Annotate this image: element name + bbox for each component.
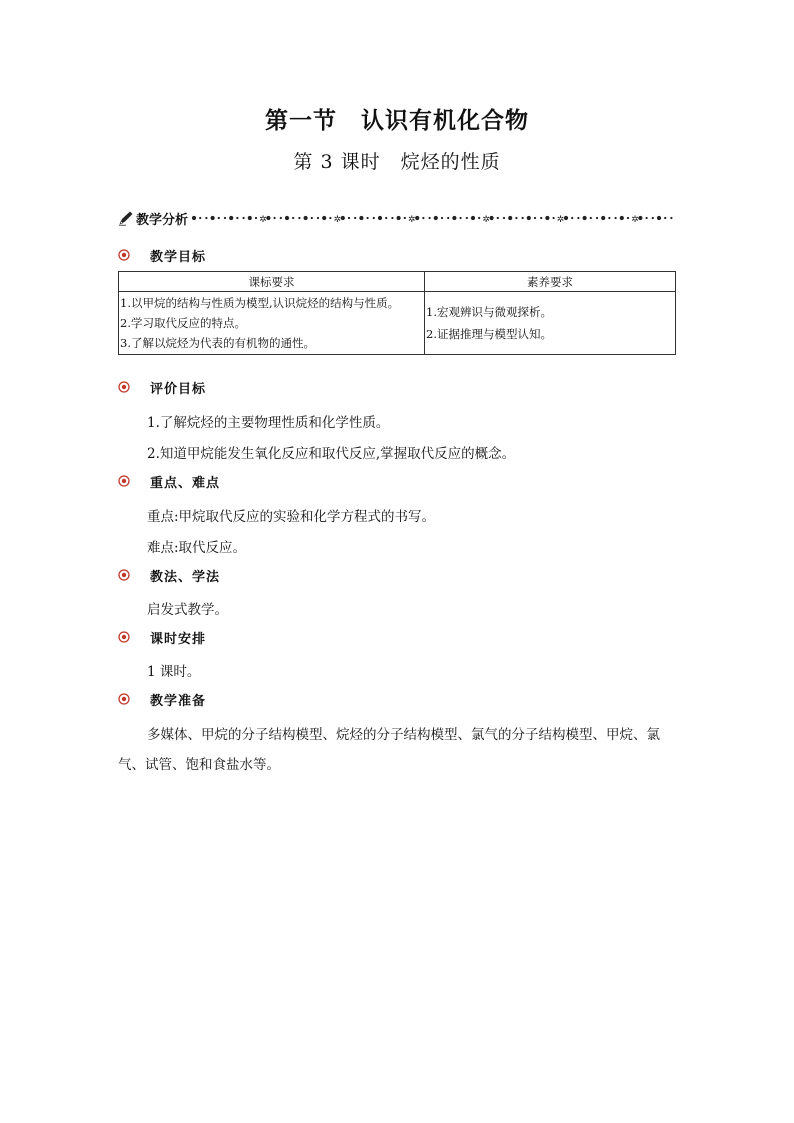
- objectives-table: [118, 271, 676, 355]
- decorative-dot-divider: [191, 212, 676, 224]
- body-text: 启发式教学。: [147, 602, 228, 618]
- page-subtitle: 第 3 课时 烷烃的性质: [293, 151, 501, 173]
- page-title: 第一节 认识有机化合物: [265, 107, 529, 134]
- section-bar-label: 教学分析: [136, 212, 189, 228]
- target-bullet-icon: [118, 249, 130, 261]
- svg-text:✲: ✲: [259, 215, 267, 224]
- target-bullet-icon: [118, 631, 130, 643]
- body-text: 重点:甲烷取代反应的实验和化学方程式的书写。: [147, 509, 436, 525]
- table-header-row: [119, 272, 676, 292]
- heading-text: 课时安排: [150, 631, 207, 647]
- cell-line: 3.了解以烷烃为代表的有机物的通性。: [120, 336, 315, 350]
- heading-preparation: [118, 689, 206, 709]
- table-cell: [425, 292, 676, 355]
- target-bullet-icon: [118, 381, 130, 393]
- heading-text: 教学目标: [150, 249, 207, 265]
- heading-text: 教法、学法: [150, 569, 221, 585]
- svg-text:✲: ✲: [556, 215, 565, 224]
- body-text: 气、试管、饱和食盐水等。: [118, 757, 280, 773]
- body-text: 难点:取代反应。: [147, 540, 247, 556]
- svg-text:✲: ✲: [408, 215, 416, 224]
- section-bar: [118, 208, 676, 228]
- heading-evaluation: [118, 377, 206, 397]
- body-text: 多媒体、甲烷的分子结构模型、烷烃的分子结构模型、氯气的分子结构模型、甲烷、氯: [147, 727, 660, 743]
- target-bullet-icon: [118, 475, 130, 487]
- table-row: [119, 292, 676, 355]
- cell-line: 2.学习取代反应的特点。: [120, 316, 246, 330]
- cell-line: 1.宏观辨识与微观探析。: [426, 305, 552, 319]
- table-header-cell: 素养要求: [425, 272, 676, 292]
- heading-text: 重点、难点: [150, 475, 221, 491]
- heading-key-points: [118, 471, 220, 491]
- cell-line: 1.以甲烷的结构与性质为模型,认识烷烃的结构与性质。: [120, 296, 400, 310]
- table-header-cell: 课标要求: [119, 272, 425, 292]
- heading-text: 教学准备: [150, 693, 207, 709]
- svg-text:✲: ✲: [482, 215, 490, 224]
- cell-line: 2.证据推理与模型认知。: [426, 327, 552, 341]
- svg-text:✲: ✲: [333, 215, 342, 224]
- pencil-icon: [118, 210, 134, 226]
- body-text: 1.了解烷烃的主要物理性质和化学性质。: [147, 415, 390, 431]
- heading-schedule: [118, 627, 206, 647]
- body-text: 1 课时。: [147, 664, 201, 680]
- target-bullet-icon: [118, 569, 130, 581]
- heading-methods: [118, 565, 220, 585]
- svg-text:✲: ✲: [631, 215, 639, 224]
- body-text: 2.知道甲烷能发生氧化反应和取代反应,掌握取代反应的概念。: [147, 446, 516, 462]
- target-bullet-icon: [118, 693, 130, 705]
- heading-objectives: [118, 245, 206, 265]
- table-cell: [119, 292, 425, 355]
- heading-text: 评价目标: [150, 381, 207, 397]
